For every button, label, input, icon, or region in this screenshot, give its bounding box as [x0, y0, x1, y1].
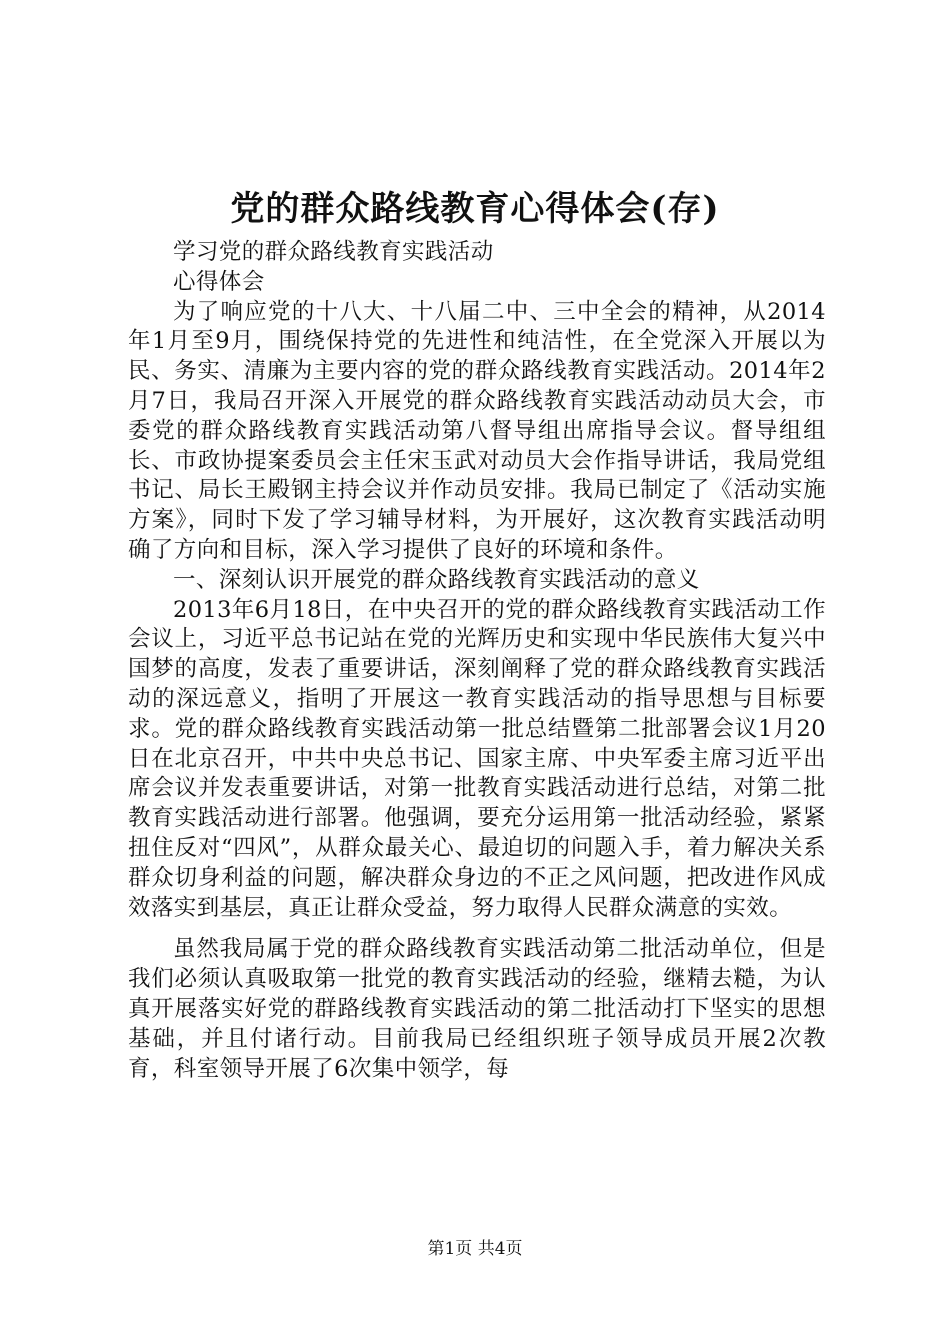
document-body — [128, 238, 826, 1084]
paragraph-subtitle: 学习党的群众路线教育实践活动 — [173, 239, 494, 265]
paragraph-significance: 2013年6月18日，在中央召开的党的群众路线教育实践活动工作会议上，习近平总书记站在党的光辉历史和实现中华民族伟大复兴中国梦的高度，发表了重要讲话，深刻阐释了党的群众路线教育实践活动的深远意义，指明了开展这一教育实践活动的指导思想与目标要求。党的群众路线教育实践活动第一批总结暨第二批部署会议1月20日在北京召开，中共中央总书记、国家主席、中央军委主席习近平出席会议并发表重要讲话，对第一批教育实践活动进行总结，对第二批教育实践活动进行部署。他强调，要充分运用第一批活动经验，紧紧扭住反对“四风”，从群众最关心、最迫切的问题入手，着力解决关系群众切身利益的问题，解决群众身边的不正之风问题，把改进作风成效落实到基层，真正让群众受益，努力取得人民群众满意的实效。 — [128, 596, 826, 921]
paragraph-actions: 虽然我局属于党的群众路线教育实践活动第二批活动单位，但是我们必须认真吸取第一批党的教育实践活动的经验，继精去糙，为认真开展落实好党的群路线教育实践活动的第二批活动打下坚实的思想基础，并且付诸行动。目前我局已经组织班子领导成员开展2次教育，科室领导开展了6次集中领学，每 — [128, 936, 826, 1082]
section-heading: 一、深刻认识开展党的群众路线教育实践活动的意义 — [173, 566, 700, 593]
page-number: 第1页 共4页 — [427, 1239, 523, 1259]
page-title: 党的群众路线教育心得体会(存) — [230, 189, 720, 229]
paragraph-subtitle-2: 心得体会 — [173, 268, 265, 295]
paragraph-intro: 为了响应党的十八大、十八届二中、三中全会的精神，从2014年1月至9月，围绕保持党的先进性和纯洁性，在全党深入开展以为民、务实、清廉为主要内容的党的群众路线教育实践活动。2014年2月7日，我局召开深入开展党的群众路线教育实践活动动员大会，市委党的群众路线教育实践活动第八督导组出席指导会议。督导组组长、市政协提案委员会主任宋玉武对动员大会作指导讲话，我局党组书记、局长王殿钢主持会议并作动员安排。我局已制定了《活动实施方案》，同时下发了学习辅导材料，为开展好，这次教育实践活动明确了方向和目标，深入学习提供了良好的环境和条件。 — [128, 298, 826, 563]
